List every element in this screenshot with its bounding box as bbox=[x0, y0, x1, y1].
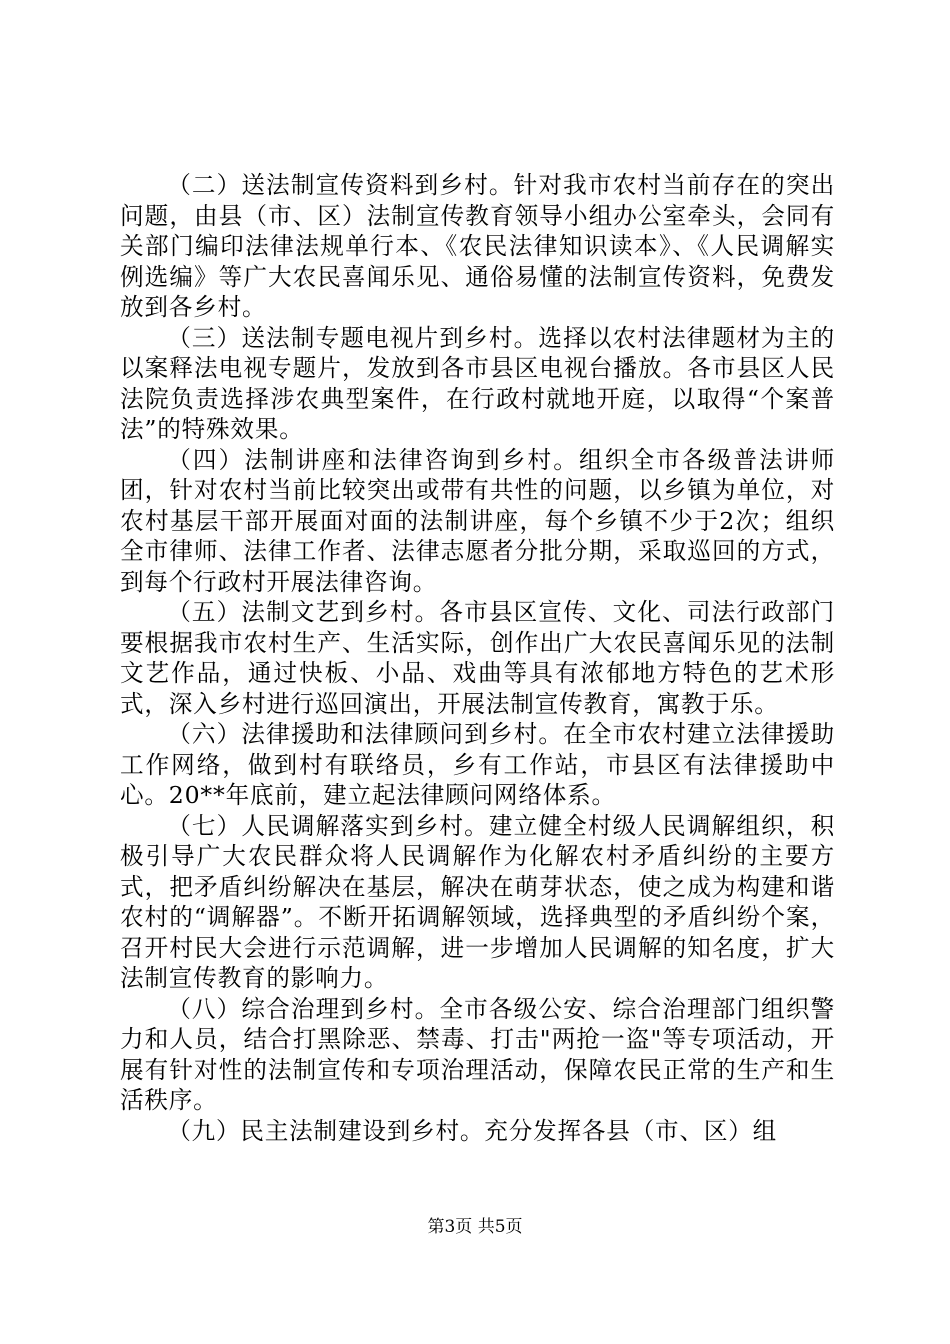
paragraph-8-governance: （八）综合治理到乡村。全市各级公安、综合治理部门组织警力和人员，结合打黑除恶、禁毒、打击"两抢一盗"等专项活动，开展有针对性的法制宣传和专项治理活动，保障农民正常的生产和生活秩序。 bbox=[120, 994, 835, 1114]
paragraph-2-materials: （二）送法制宣传资料到乡村。针对我市农村当前存在的突出问题，由县（市、区）法制宣传教育领导小组办公室牵头，会同有关部门编印法律法规单行本、《农民法律知识读本》、《人民调解实例选编》等广大农民喜闻乐见、通俗易懂的法制宣传资料，免费发放到各乡村。 bbox=[120, 171, 835, 321]
paragraph-7-mediation: （七）人民调解落实到乡村。建立健全村级人民调解组织，积极引导广大农民群众将人民调解作为化解农村矛盾纠纷的主要方式，把矛盾纠纷解决在基层，解决在萌芽状态，使之成为构建和谐农村的“调解器”。不断开拓调解领域，选择典型的矛盾纠纷个案，召开村民大会进行示范调解，进一步增加人民调解的知名度，扩大法制宣传教育的影响力。 bbox=[120, 811, 835, 992]
paragraph-4-lectures: （四）法制讲座和法律咨询到乡村。组织全市各级普法讲师团，针对农村当前比较突出或带有共性的问题，以乡镇为单位，对农村基层干部开展面对面的法制讲座，每个乡镇不少于2次；组织全市律师、法律工作者、法律志愿者分批分期，采取巡回的方式，到每个行政村开展法律咨询。 bbox=[120, 445, 835, 596]
page-footer: 第3页 共5页 bbox=[427, 1217, 523, 1237]
paragraph-9-democracy: （九）民主法制建设到乡村。充分发挥各县（市、区）组 bbox=[167, 1116, 778, 1145]
paragraph-6-legal-aid: （六）法律援助和法律顾问到乡村。在全市农村建立法律援助工作网络，做到村有联络员，乡有工作站，市县区有法律援助中心。20**年底前，建立起法律顾问网络体系。 bbox=[120, 720, 835, 809]
document-body bbox=[120, 170, 835, 1146]
paragraph-3-tv-programs: （三）送法制专题电视片到乡村。选择以农村法律题材为主的以案释法电视专题片，发放到各市县区电视台播放。各市县区人民法院负责选择涉农典型案件，在行政村就地开庭，以取得“个案普法”的特殊效果。 bbox=[120, 323, 835, 443]
paragraph-5-arts: （五）法制文艺到乡村。各市县区宣传、文化、司法行政部门要根据我市农村生产、生活实际，创作出广大农民喜闻乐见的法制文艺作品，通过快板、小品、戏曲等具有浓郁地方特色的艺术形式，深入乡村进行巡回演出，开展法制宣传教育，寓教于乐。 bbox=[120, 598, 835, 718]
